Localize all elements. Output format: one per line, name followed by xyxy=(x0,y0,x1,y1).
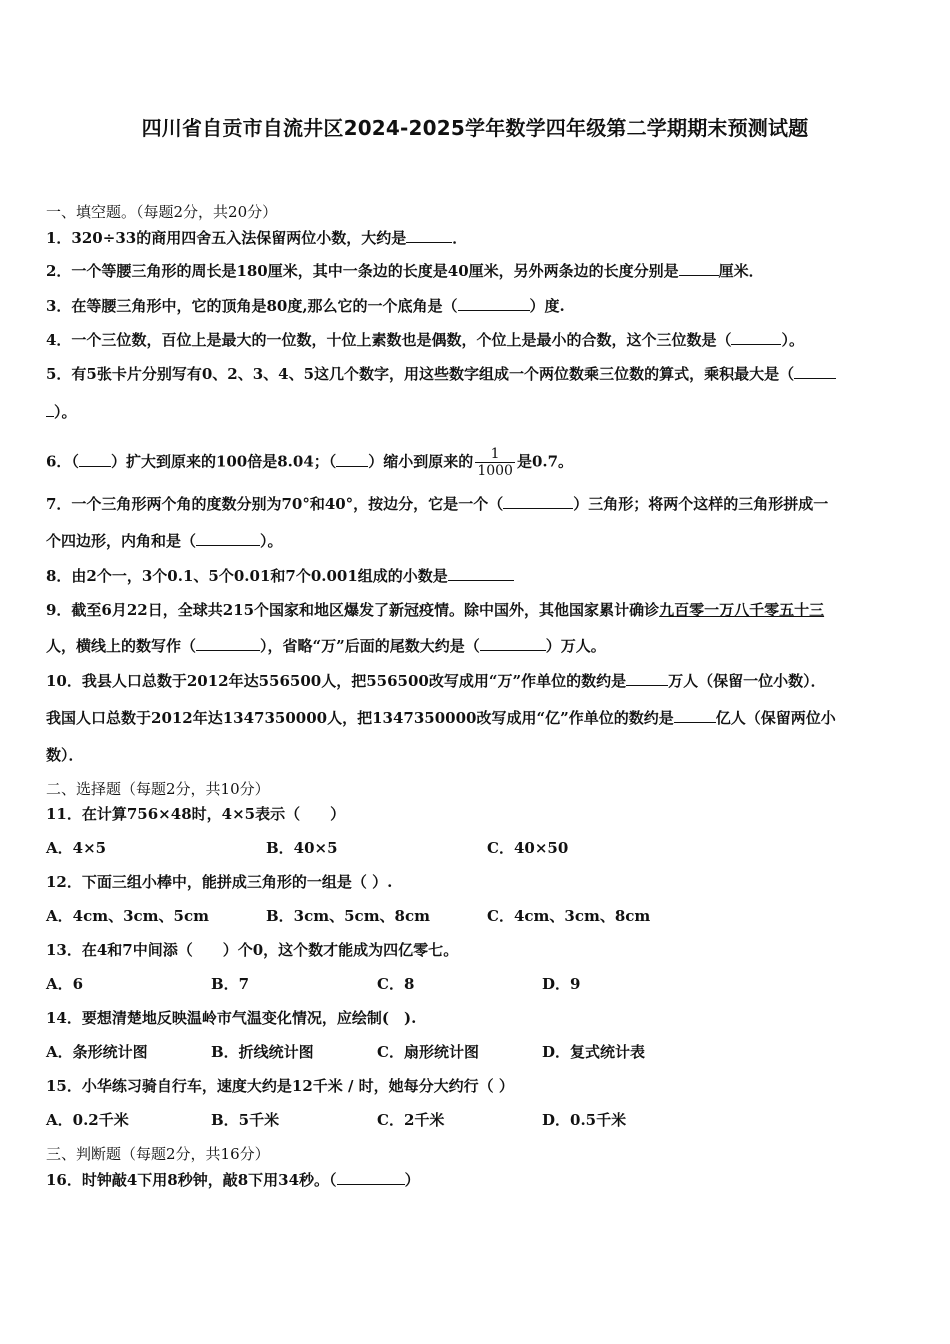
question-10: 10．我县人口总数于2012年达556500人，把556500改写成用“万”作单位的数约是 万人（保留一位小数）． xyxy=(46,672,826,690)
option-b[interactable]: B．折线统计图 xyxy=(211,1043,314,1061)
question-5: 5．有5张卡片分别写有0、2、3、4、5这几个数字，用这些数字组成一个两位数乘三位数的算式，乘积最大是（ xyxy=(46,364,908,384)
answer-blank[interactable] xyxy=(46,402,54,417)
question-5-cont: ）。 xyxy=(46,402,908,422)
option-a[interactable]: A．6 xyxy=(46,975,84,993)
option-c[interactable]: C．扇形统计图 xyxy=(377,1043,479,1061)
fraction: $\frac{1}{1000}$ xyxy=(477,446,513,479)
question-7: 7．一个三角形两个角的度数分别为70°和40°，按边分，它是一个（ ）三角形；将两个这样的三角形拼成一 xyxy=(46,495,829,513)
section-heading-choice: 二、选择题（每题2分，共10分） xyxy=(46,780,270,798)
answer-blank[interactable] xyxy=(196,636,260,651)
answer-blank[interactable] xyxy=(674,708,716,723)
question-15: 15．小华练习骑自行车，速度大约是12千米 / 时，她每分大约行（ ） xyxy=(46,1077,514,1095)
question-2: 2．一个等腰三角形的周长是180厘米，其中一条边的长度是40厘米，另外两条边的长度分别是 厘米． xyxy=(46,262,764,280)
question-14: 14．要想清楚地反映温岭市气温变化情况，应绘制( ). xyxy=(46,1009,417,1027)
answer-blank[interactable] xyxy=(731,330,781,345)
option-d[interactable]: D．9 xyxy=(542,975,581,993)
option-d[interactable]: D．0.5千米 xyxy=(542,1111,627,1129)
option-c[interactable]: C．4cm、3cm、8cm xyxy=(487,907,651,925)
option-c[interactable]: C．2千米 xyxy=(377,1111,445,1129)
question-11: 11．在计算756×48时，4×5表示（ ） xyxy=(46,805,346,823)
option-b[interactable]: B．3cm、5cm、8cm xyxy=(266,907,431,925)
question-9: 9．截至6月22日，全球共215个国家和地区爆发了新冠疫情。除中国外，其他国家累计确诊九百零一万八千零五十三 xyxy=(46,601,825,619)
answer-blank[interactable] xyxy=(196,531,260,546)
option-c[interactable]: C．40×50 xyxy=(487,839,569,857)
answer-blank[interactable] xyxy=(337,1170,405,1185)
question-9-cont: 人，横线上的数写作（ ），省略“万”后面的尾数大约是（ ）万人。 xyxy=(46,637,606,655)
question-10-cont: 我国人口总数于2012年达1347350000人，把1347350000改写成用“亿”作单位的数约是 亿人（保留两位小 xyxy=(46,709,836,727)
question-13: 13．在4和7中间添（ ）个0，这个数才能成为四亿零七。 xyxy=(46,941,459,959)
answer-blank[interactable] xyxy=(480,636,546,651)
answer-blank[interactable] xyxy=(626,671,668,686)
answer-blank[interactable] xyxy=(79,452,111,467)
section-heading-judgement: 三、判断题（每题2分，共16分） xyxy=(46,1145,270,1163)
option-c[interactable]: C．8 xyxy=(377,975,415,993)
question-16: 16．时钟敲4下用8秒钟，敲8下用34秒。（ ） xyxy=(46,1171,420,1189)
answer-blank[interactable] xyxy=(503,494,573,509)
question-8: 8．由2个一，3个0.1、5个0.01和7个0.001组成的小数是 xyxy=(46,566,908,586)
page-title: 四川省自贡市自流井区2024-2025学年数学四年级第二学期期末预测试题 xyxy=(141,116,809,140)
answer-blank[interactable] xyxy=(794,364,836,379)
option-b[interactable]: B．7 xyxy=(211,975,250,993)
answer-blank[interactable] xyxy=(679,261,719,276)
option-a[interactable]: A．0.2千米 xyxy=(46,1111,129,1129)
question-12: 12．下面三组小棒中，能拼成三角形的一组是（ ）. xyxy=(46,873,393,891)
option-b[interactable]: B．40×5 xyxy=(266,839,338,857)
option-a[interactable]: A．4×5 xyxy=(46,839,107,857)
question-10-cont2: 数）． xyxy=(46,746,84,764)
question-1: 1．320÷33的商用四舍五入法保留两位小数，大约是 ． xyxy=(46,229,468,247)
answer-blank[interactable] xyxy=(406,228,452,243)
section-heading-fill-blank: 一、填空题。（每题2分，共20分） xyxy=(46,203,278,221)
option-d[interactable]: D．复式统计表 xyxy=(542,1043,646,1061)
option-b[interactable]: B．5千米 xyxy=(211,1111,280,1129)
option-a[interactable]: A．4cm、3cm、5cm xyxy=(46,907,209,925)
answer-blank[interactable] xyxy=(336,452,368,467)
question-4: 4．一个三位数，百位上是最大的一位数，十位上素数也是偶数，个位上是最小的合数，这个三位数是（ ）。 xyxy=(46,331,804,349)
question-3: 3．在等腰三角形中，它的顶角是80度,那么它的一个底角是（ ）度. xyxy=(46,297,565,315)
answer-blank[interactable] xyxy=(448,566,514,581)
option-a[interactable]: A．条形统计图 xyxy=(46,1043,148,1061)
question-6: 6．（ ）扩大到原来的100倍是8.04；（ ）缩小到原来的 $\frac{1}{1000}$ 是0.7。 xyxy=(46,446,574,479)
answer-blank[interactable] xyxy=(458,296,530,311)
question-7-cont: 个四边形，内角和是（ ）。 xyxy=(46,532,283,550)
